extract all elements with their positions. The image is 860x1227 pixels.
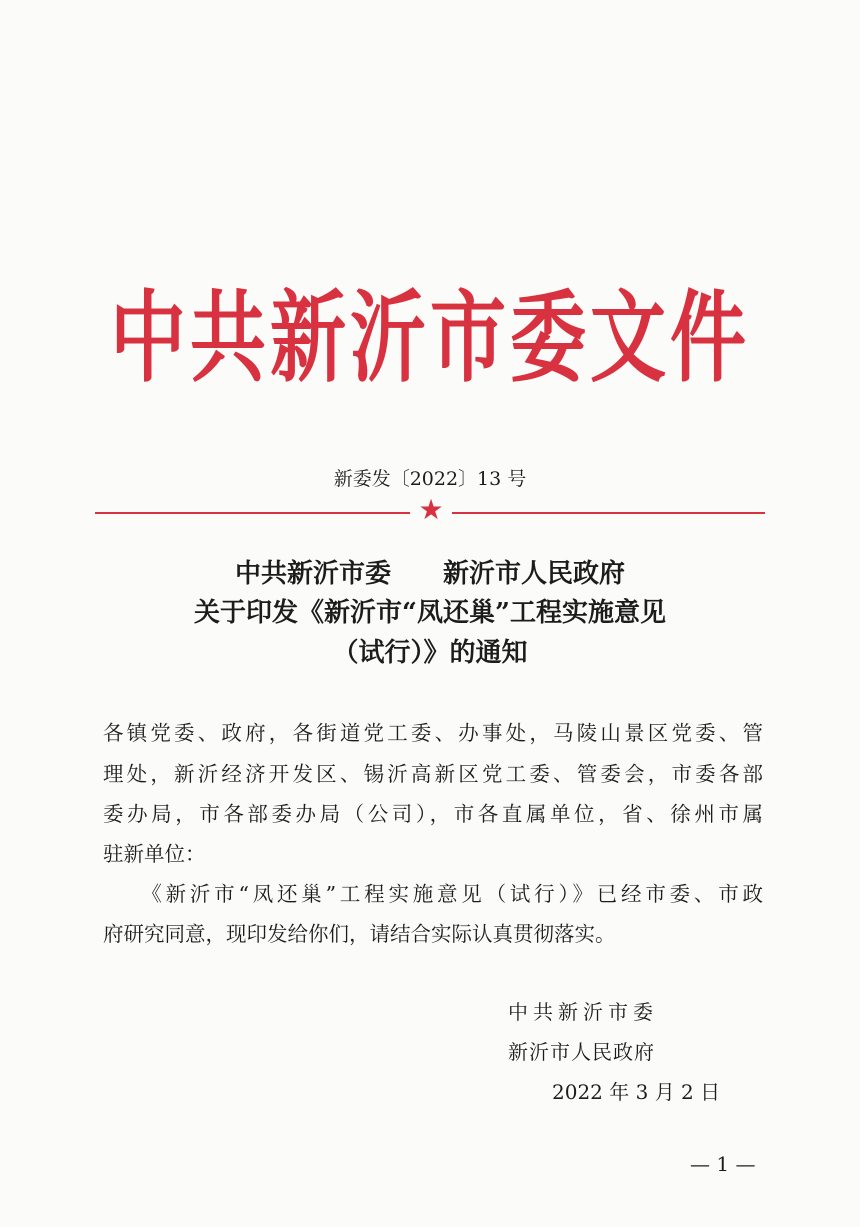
star-icon: ★ [418,493,444,526]
page-number: — 1 — [690,1152,756,1176]
signature-org-2: 新沂市人民政府 [508,1040,655,1064]
title-line-2: 关于印发《新沂市“凤还巢”工程实施意见 [194,598,666,628]
title-line-3: （试行）》的通知 [332,638,528,668]
recipients-line: 理处，新沂经济开发区、锡沂高新区党工委、管委会，市委各部 [103,762,763,786]
recipients-line: 各镇党委、政府，各街道党工委、办事处，马陵山景区党委、管 [103,721,763,745]
recipients-line: 驻新单位： [103,842,206,866]
document-number: 新委发〔2022〕13 号 [333,468,527,490]
paragraph-line: 《新沂市“凤还巢”工程实施意见（试行）》已经市委、市政 [103,882,763,906]
recipients-line: 委办局，市各部委办局（公司），市各直属单位，省、徐州市属 [103,802,763,826]
title-line-1: 中共新沂市委 新沂市人民政府 [234,559,625,589]
signature-org-1: 中共新沂市委 [508,1000,658,1024]
document-masthead: 中共新沂市委文件 [110,279,750,396]
red-divider-right [452,512,765,514]
paragraph-line: 府研究同意，现印发给你们，请结合实际认真贯彻落实。 [103,922,616,946]
signature-date: 2022 年 3 月 2 日 [552,1080,721,1104]
red-divider-left [95,512,410,514]
